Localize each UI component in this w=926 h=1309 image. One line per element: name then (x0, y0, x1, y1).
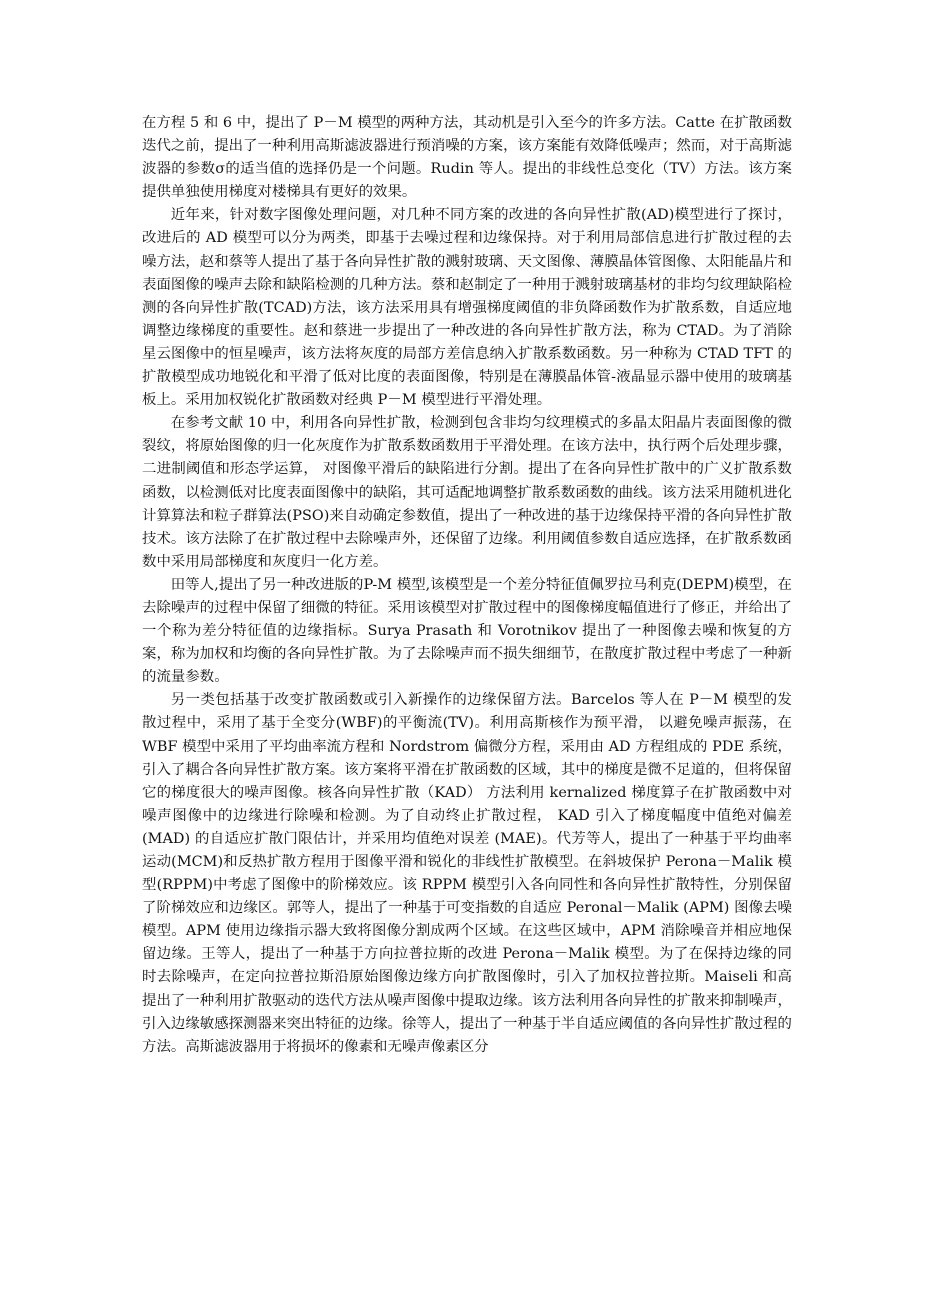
document-page (142, 112, 792, 1059)
paragraph-reference-10: 在参考文献 10 中，利用各向异性扩散，检测到包含非均匀纹理模式的多晶太阳晶片表面图像的微裂纹，将原始图像的归一化灰度作为扩散系数函数用于平滑处理。在该方法中，执行两个后处理步骤， 二进制阈值和形态学运算， 对图像平滑后的缺陷进行分割。提出了在各向异性扩散中的广义扩散系数函数，以检测低对比度表面图像中的缺陷，其可适配地调整扩散系数函数的曲线。该方法采用随机进化计算算法和粒子群算法(PSO)来自动确定参数值，提出了一种改进的基于边缘保持平滑的各向异性扩散技术。该方法除了在扩散过程中去除噪声外，还保留了边缘。利用阈值参数自适应选择，在扩散系数函数中采用局部梯度和灰度归一化方差。 (142, 415, 792, 570)
paragraph-depm-model: 田等人,提出了另一种改进版的P-M 模型,该模型是一个差分特征值佩罗拉马利克(DEPM)模型，在去除噪声的过程中保留了细微的特征。采用该模型对扩散过程中的图像梯度幅值进行了修正，并给出了一个称为差分特征值的边缘指标。Surya Prasath 和 Vorotnikov 提出了一种图像去噪和恢复的方案，称为加权和均衡的各向异性扩散。为了去除噪声而不损失细细节，在散度扩散过程中考虑了一种新的流量参数。 (142, 576, 792, 686)
paragraph-edge-preserving-methods: 另一类包括基于改变扩散函数或引入新操作的边缘保留方法。Barcelos 等人在 P－M 模型的发散过程中，采用了基于全变分(WBF)的平衡流(TV)。利用高斯核作为预平滑， 以避免噪声振荡，在 WBF 模型中采用了平均曲率流方程和 Nordstrom 偏微分方程，采用由 AD 方程组成的 PDE 系统，引入了耦合各向异性扩散方案。该方案将平滑在扩散函数的区域，其中的梯度是微不足道的，但将保留它的梯度很大的噪声图像。核各向异性扩散（KAD） 方法利用 kernalized 梯度算子在扩散函数中对噪声图像中的边缘进行除噪和检测。为了自动终止扩散过程， KAD 引入了梯度幅度中值绝对偏差 (MAD) 的自适应扩散门限估计，并采用均值绝对误差 (MAE)。代芳等人，提出了一种基于平均曲率运动(MCM)和反热扩散方程用于图像平滑和锐化的非线性扩散模型。在斜坡保护 Perona－Malik 模型(RPPM)中考虑了图像中的阶梯效应。该 RPPM 模型引入各向同性和各向异性扩散特性，分别保留了阶梯效应和边缘区。郭等人，提出了一种基于可变指数的自适应 Peronal－Malik (APM) 图像去噪模型。APM 使用边缘指示器大致将图像分割成两个区域。在这些区域中，APM 消除噪音并相应地保留边缘。王等人，提出了一种基于方向拉普拉斯的改进 Perona－Malik 模型。为了在保持边缘的同时去除噪声，在定向拉普拉斯沿原始图像边缘方向扩散图像时，引入了加权拉普拉斯。Maiseli 和高提出了一种利用扩散驱动的迭代方法从噪声图像中提取边缘。该方法利用各向异性的扩散来抑制噪声，引入边缘敏感探测器来突出特征的边缘。徐等人，提出了一种基于半自适应阈值的各向异性扩散过程的方法。高斯滤波器用于将损坏的像素和无噪声像素区分 (142, 692, 792, 1055)
paragraph-pm-model-methods: 在方程 5 和 6 中，提出了 P－M 模型的两种方法，其动机是引入至今的许多方法。Catte 在扩散函数迭代之前，提出了一种利用高斯滤波器进行预消噪的方案，该方案能有效降低噪声；然而，对于高斯滤波器的参数σ的适当值的选择仍是一个问题。Rudin 等人。提出的非线性总变化（TV）方法。该方案提供单独使用梯度对楼梯具有更好的效果。 (142, 115, 792, 201)
paragraph-improved-ad-models: 近年来，针对数字图像处理问题，对几种不同方案的改进的各向异性扩散(AD)模型进行了探讨，改进后的 AD 模型可以分为两类，即基于去噪过程和边缘保持。对于利用局部信息进行扩散过程的去噪方法，赵和蔡等人提出了基于各向异性扩散的溅射玻璃、天文图像、薄膜晶体管图像、太阳能晶片和表面图像的噪声去除和缺陷检测的几种方法。蔡和赵制定了一种用于溅射玻璃基材的非均匀纹理缺陷检测的各向异性扩散(TCAD)方法，该方法采用具有增强梯度阈值的非负降函数作为扩散系数，自适应地调整边缘梯度的重要性。赵和蔡进一步提出了一种改进的各向异性扩散方法，称为 CTAD。为了消除星云图像中的恒星噪声，该方法将灰度的局部方差信息纳入扩散系数函数。另一种称为 CTAD TFT 的扩散模型成功地锐化和平滑了低对比度的表面图像，特别是在薄膜晶体管-液晶显示器中使用的玻璃基板上。采用加权锐化扩散函数对经典 P－M 模型进行平滑处理。 (142, 207, 792, 409)
